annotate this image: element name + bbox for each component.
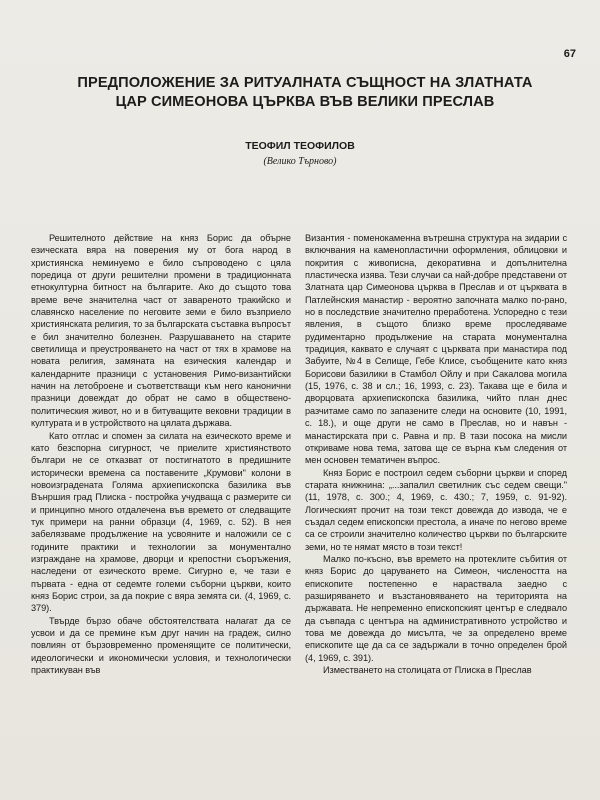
author-name: ТЕОФИЛ ТЕОФИЛОВ [245, 140, 355, 152]
article-title [40, 74, 570, 112]
paragraph: Изместването на столицата от Плиска в Преслав [323, 665, 532, 676]
left-column [31, 232, 291, 676]
paragraph: Твърде бързо обаче обстоятелствата налагат да се усвои и да се премине към друг начин на градеж, силно повлиян от бързовременно променящите се политически, идеологически и икономически условия, и технологически практикуван във [31, 615, 291, 676]
title-line-1: ПРЕДПОЛОЖЕНИЕ ЗА РИТУАЛНАТА СЪЩНОСТ НА ЗЛАТНАТА [77, 75, 533, 91]
title-line-2: ЦАР СИМЕОНОВА ЦЪРКВА ВЪВ ВЕЛИКИ ПРЕСЛАВ [115, 94, 495, 110]
paragraph: Княз Борис е построил седем съборни църкви и според старата книжнина: „...запалил светилник със седем свещи."(11, 1978, с. 300.; 4, 1969, с. 430.; 7, 1959, с. 91-92). Логическият прочит на този текст довежда до извода, че е създал седем епископски престола, а иначе по негово време са се строили значително количество църкви по българските земи, но те нямат място в този текст! [305, 467, 567, 552]
right-column [305, 232, 567, 676]
paragraph: Като отглас и спомен за силата на езическото време и като безспорна сигурност, че приелите християнството българи не се отказват от постигнатото в предишните исторически времена са поставените „Крумови" колони в новоизградената Голяма архиепископска базилика във Вънршия град Плиска - постройка учудваща с размерите си и принципно много отдалечена във времето от следващите тук примери на ранни образци (4, 1969, с. 52). В нея забелязваме продължение на усвояните и наложили се с годините практики и технологии за монументално изграждане на храмове, дворци и крепостни съоръжения, наследени от езическото време. Сигурно е, че тази е първата - една от седемте големи съборни църкви, които княз Борис строи, за да покрие с вяра земята си. (4, 1969, с. 379). [31, 430, 291, 614]
paragraph: Византия - поменокаменна вътрешна структура на зидарии с включвания на каменопластични оформления, облицовки и покрития с живописна, декоративна и допълнителна пластическа изява. Тези случаи са най-добре представени от Златната цар Симеонова църква в Преслав и от църквата в Патлейнския манастир - вероятно започната малко по-рано, но в последствие значително преработена. Успоредно с тези явления, в същото близко време проследяваме рудиментарно продължение на старата монументална традиция, каквато е случаят с църквата при манастира под Забуите, №4 в Селище, Гебе Клисе, съобщените като княз Борисови базилики в Стамбол Ойлу и при Сакалова могила (15, 1976, с. 38 и сл.; 16, 1993, с. 23). Такава ще е била и дворцовата архиепископска базилика, чийто план днес разчитаме само по запазените следи на основите (10, 1991, с. 18.), и още други не само в Преслав, но и навън - манастирската при с. Равна и пр. В тази посока на мисли откриваме нова тема, затова ще се върна към следения от мен основен тематичен въпрос. [305, 233, 567, 466]
paragraph: Решителното действие на княз Борис да обърне езическата вяра на поверения му от бога народ в християнска неминуемо е било съпроводено с цяла поредица от други решителни промени в традиционната етнокултурна битност на българите. Ако до същото това време вече значителна част от завареното тракийско и славянско население по неговите земи е било възприело християнската религия, то за българската съставка въпросът е бил значително болезнен. Разрушаването на старите светилища и преустрояването на част от тях в храмове на новата религия, замяната на езическия календар и календарните празници с установения Римо-византийски начин на летоброене и съответстващи към него канонични празници довеждат до обрат не само в общественo-политическия живот, но и в битуващите вековни традиции в културата и в устройството на цялата държава. [31, 233, 291, 429]
page-number: 67 [563, 48, 576, 60]
author-affiliation: (Велико Търново) [263, 156, 337, 167]
paragraph: Малко по-късно, във времето на протеклите събития от княз Борис до царуването на Симеон, числеността на епископите постепенно е нараствала заедно с разширяването и възстановяването на територията на държавата. Не непременно епископският център е следвало да съвпада с центъра на административното устройство и това ме довежда до мисълта, че за определено време епископите ще да са се задържали в точно определен брой (4, 1969, с. 391). [305, 553, 567, 663]
